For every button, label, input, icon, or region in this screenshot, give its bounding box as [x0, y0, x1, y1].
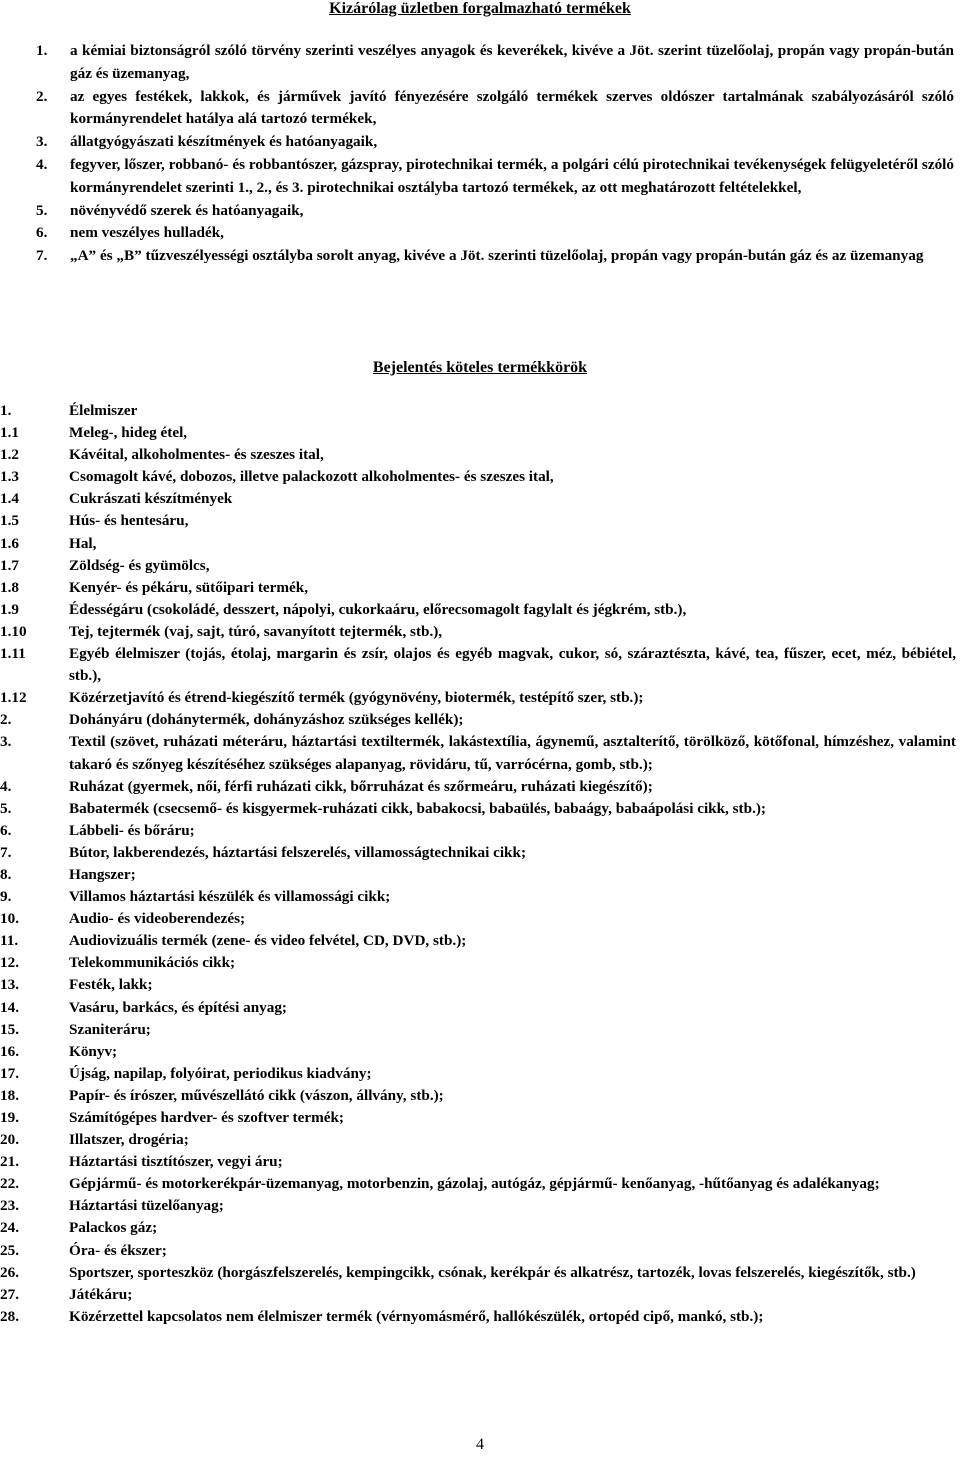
list-item	[0, 908, 956, 930]
item-text: „A” és „B” tűzveszélyességi osztályba sorolt anyag, kivéve a Jöt. szerinti tüzelőolaj, propán vagy propán-bután gáz és az üzemanyag	[70, 247, 924, 265]
item-text: Audio- és videoberendezés;	[69, 910, 246, 928]
list-item	[36, 86, 954, 132]
list-item	[0, 400, 956, 422]
list-item	[0, 466, 956, 488]
item-number: 21.	[0, 1153, 19, 1171]
item-number: 7.	[36, 247, 48, 265]
item-text: Közérzetjavító és étrend-kiegészítő termék (gyógynövény, biotermék, testépítő szer, stb.);	[69, 689, 644, 707]
list-item	[36, 131, 954, 154]
item-text: Közérzettel kapcsolatos nem élelmiszer termék (vérnyomásmérő, hallókészülék, ortopéd cipő, mankó, stb.);	[69, 1307, 764, 1325]
item-text: Cukrászati készítmények	[69, 490, 233, 508]
list-item	[0, 842, 956, 864]
item-text: nem veszélyes hulladék,	[70, 224, 224, 242]
item-number: 27.	[0, 1285, 19, 1303]
item-text: Csomagolt kávé, dobozos, illetve palackozott alkoholmentes- és szeszes ital,	[69, 468, 554, 486]
item-number: 19.	[0, 1109, 19, 1126]
item-number: 5.	[36, 201, 48, 219]
item-text: Háztartási tisztítószer, vegyi áru;	[69, 1153, 283, 1171]
list-item	[0, 886, 956, 908]
item-number: 9.	[0, 888, 12, 906]
item-text: Festék, lakk;	[69, 976, 153, 994]
item-number: 1.5	[0, 512, 19, 530]
item-number: 22.	[0, 1175, 19, 1193]
item-text: Sportszer, sporteszköz (horgászfelszerelés, kempingcikk, csónak, kerékpár és alkatrész, tartozék, lovas felszerelés, kiegészítők, stb.)	[69, 1263, 916, 1281]
item-number: 1.8	[0, 578, 19, 596]
list-item	[0, 709, 956, 731]
list-item	[0, 488, 956, 510]
list-item	[0, 422, 956, 444]
item-text: Textil (szövet, ruházati méteráru, háztartási textiltermék, lakástextília, ágynemű, asztalterítő, törölköző, kötőfonal, hímzéshez, valamint takaró és szőnyeg készítéséhez szükséges alapanyag, rövidáru, tű, varrócérna, gomb, stb.);	[69, 733, 956, 773]
item-number: 6.	[36, 224, 48, 242]
list-item	[0, 820, 956, 842]
item-text: az egyes festékek, lakkok, és járművek javító fényezésére szolgáló termékek szerves oldószer tartalmának szabályozásáról szóló kormányrendelet hatálya alá tartozó termékek,	[70, 87, 954, 128]
item-number: 23.	[0, 1197, 19, 1215]
restricted-products-list	[36, 40, 954, 268]
list-item	[0, 555, 956, 577]
list-item	[0, 731, 956, 775]
list-item	[0, 952, 956, 974]
item-text: Palackos gáz;	[69, 1219, 158, 1237]
list-item	[0, 798, 956, 820]
item-text: Telekommunikációs cikk;	[69, 954, 236, 972]
page-number: 4	[476, 1436, 484, 1453]
list-item	[0, 1063, 956, 1085]
item-text: Meleg-, hideg étel,	[69, 424, 188, 442]
item-number: 26.	[0, 1263, 19, 1281]
reportable-products-list	[0, 400, 956, 1328]
item-number: 13.	[0, 976, 19, 994]
list-item	[36, 200, 954, 223]
item-text: Papír- és írószer, művészellátó cikk (vászon, állvány, stb.);	[69, 1086, 444, 1104]
item-number: 2.	[0, 711, 12, 729]
item-number: 1.	[36, 42, 48, 59]
list-item	[0, 776, 956, 798]
item-number: 1.2	[0, 446, 19, 464]
item-text: Ruházat (gyermek, női, férfi ruházati cikk, bőrruházat és szőrmeáru, ruházati kiegészítő);	[69, 777, 653, 795]
list-item	[0, 599, 956, 621]
item-number: 4.	[36, 155, 48, 173]
item-text: Dohányáru (dohánytermék, dohányzáshoz szükséges kellék);	[69, 711, 464, 729]
item-number: 11.	[0, 932, 19, 950]
list-item	[0, 1284, 956, 1306]
list-item	[0, 687, 956, 709]
item-number: 16.	[0, 1042, 19, 1060]
item-number: 4.	[0, 777, 12, 795]
item-number: 15.	[0, 1020, 19, 1038]
list-item	[0, 1085, 956, 1107]
item-number: 1.1	[0, 424, 19, 442]
item-number: 5.	[0, 799, 12, 817]
item-text: Zöldség- és gyümölcs,	[69, 556, 210, 574]
item-text: Édességáru (csokoládé, desszert, nápolyi, cukorkaáru, előrecsomagolt fagylalt és jégkrém, stb.),	[69, 600, 687, 618]
list-item	[0, 1151, 956, 1173]
item-number: 1.7	[0, 556, 19, 574]
list-item	[0, 1195, 956, 1217]
restricted-products-title: Kizárólag üzletben forgalmazható termékek	[329, 0, 631, 17]
item-text: Babatermék (csecsemő- és kisgyermek-ruházati cikk, babakocsi, babaülés, babaágy, babaápolási cikk, stb.);	[69, 799, 766, 817]
item-text: Könyv;	[69, 1042, 118, 1060]
item-number: 1.11	[0, 645, 26, 663]
item-text: állatgyógyászati készítmények és hatóanyagaik,	[70, 133, 378, 151]
item-number: 1.6	[0, 534, 19, 552]
item-number: 1.3	[0, 468, 19, 486]
list-item	[0, 864, 956, 886]
list-item	[36, 245, 954, 268]
item-number: 6.	[0, 821, 12, 839]
item-number: 2.	[36, 87, 48, 105]
list-item	[0, 974, 956, 996]
item-number: 3.	[0, 733, 12, 751]
list-item	[0, 997, 956, 1019]
item-text: Háztartási tüzelőanyag;	[69, 1197, 224, 1215]
item-number: 12.	[0, 954, 19, 972]
item-text: Hal,	[69, 534, 97, 552]
list-item	[0, 577, 956, 599]
list-item	[0, 1041, 956, 1063]
list-item	[0, 1019, 956, 1041]
item-text: Gépjármű- és motorkerékpár-üzemanyag, motorbenzin, gázolaj, autógáz, gépjármű- kenőanyag, -hűtőanyag és adalékanyag;	[69, 1175, 880, 1193]
item-number: 1.12	[0, 689, 27, 707]
list-item	[0, 1129, 956, 1151]
list-item	[0, 444, 956, 466]
item-text: Illatszer, drogéria;	[69, 1131, 189, 1149]
item-text: Villamos háztartási készülék és villamossági cikk;	[69, 888, 391, 906]
list-item	[0, 1173, 956, 1195]
list-item	[0, 1107, 956, 1129]
reportable-products-title: Bejelentés köteles termékkörök	[372, 359, 588, 376]
item-text: Kávéital, alkoholmentes- és szeszes ital,	[69, 446, 324, 464]
item-number: 8.	[0, 865, 12, 883]
list-item	[0, 1217, 956, 1239]
item-text: Játékáru;	[69, 1285, 133, 1303]
item-number: 17.	[0, 1064, 19, 1082]
item-text: Egyéb élelmiszer (tojás, étolaj, margarin és zsír, olajos és egyéb magvak, cukor, só, száraztészta, kávé, tea, fűszer, ecet, méz, bébiétel, stb.),	[69, 645, 956, 685]
list-item	[0, 930, 956, 952]
item-text: Hús- és hentesáru,	[69, 512, 189, 530]
item-number: 1.	[0, 402, 12, 419]
list-item	[0, 643, 956, 687]
item-text: Újság, napilap, folyóirat, periodikus kiadvány;	[69, 1064, 372, 1082]
item-number: 3.	[36, 133, 48, 151]
item-number: 7.	[0, 843, 12, 861]
item-text: Audiovizuális termék (zene- és video felvétel, CD, DVD, stb.);	[69, 932, 467, 950]
item-text: Szaniteráru;	[69, 1020, 151, 1038]
item-text: Bútor, lakberendezés, háztartási felszerelés, villamosságtechnikai cikk;	[69, 843, 526, 861]
item-text: Hangszer;	[69, 865, 136, 883]
item-text: Kenyér- és pékáru, sütőipari termék,	[69, 578, 309, 596]
item-text: Számítógépes hardver- és szoftver termék;	[69, 1109, 344, 1126]
item-text: Lábbeli- és bőráru;	[69, 821, 195, 839]
item-number: 20.	[0, 1131, 19, 1149]
item-number: 1.10	[0, 622, 27, 640]
item-text: Tej, tejtermék (vaj, sajt, túró, savanyított tejtermék, stb.),	[69, 622, 443, 640]
list-item	[0, 621, 956, 643]
item-text: Óra- és ékszer;	[69, 1241, 167, 1259]
list-item	[36, 154, 954, 200]
list-item	[0, 510, 956, 532]
item-number: 10.	[0, 910, 19, 928]
item-number: 28.	[0, 1307, 19, 1325]
item-text: a kémiai biztonságról szóló törvény szerinti veszélyes anyagok és keverékek, kivéve a Jöt. szerint tüzelőolaj, propán vagy propán-bután gáz és üzemanyag,	[70, 42, 954, 82]
list-item	[36, 222, 954, 245]
item-text: fegyver, lőszer, robbanó- és robbantószer, gázspray, pirotechnikai termék, a polgári célú pirotechnikai tevékenységek felügyeletéről szóló kormányrendelet szerinti 1., 2., és 3. pirotechnikai osztályba tartozó termékek, az ott meghatározott feltételekkel,	[70, 155, 954, 196]
list-item	[0, 1262, 956, 1284]
item-number: 24.	[0, 1219, 19, 1237]
item-number: 18.	[0, 1086, 19, 1104]
list-item	[0, 1240, 956, 1262]
item-number: 1.4	[0, 490, 19, 508]
item-number: 14.	[0, 998, 19, 1016]
item-number: 1.9	[0, 600, 19, 618]
list-item	[0, 533, 956, 555]
item-text: növényvédő szerek és hatóanyagaik,	[70, 201, 304, 219]
item-text: Vasáru, barkács, és építési anyag;	[69, 998, 287, 1016]
item-text: Élelmiszer	[69, 402, 138, 419]
list-item	[0, 1306, 956, 1328]
item-number: 25.	[0, 1241, 19, 1259]
list-item	[36, 40, 954, 86]
